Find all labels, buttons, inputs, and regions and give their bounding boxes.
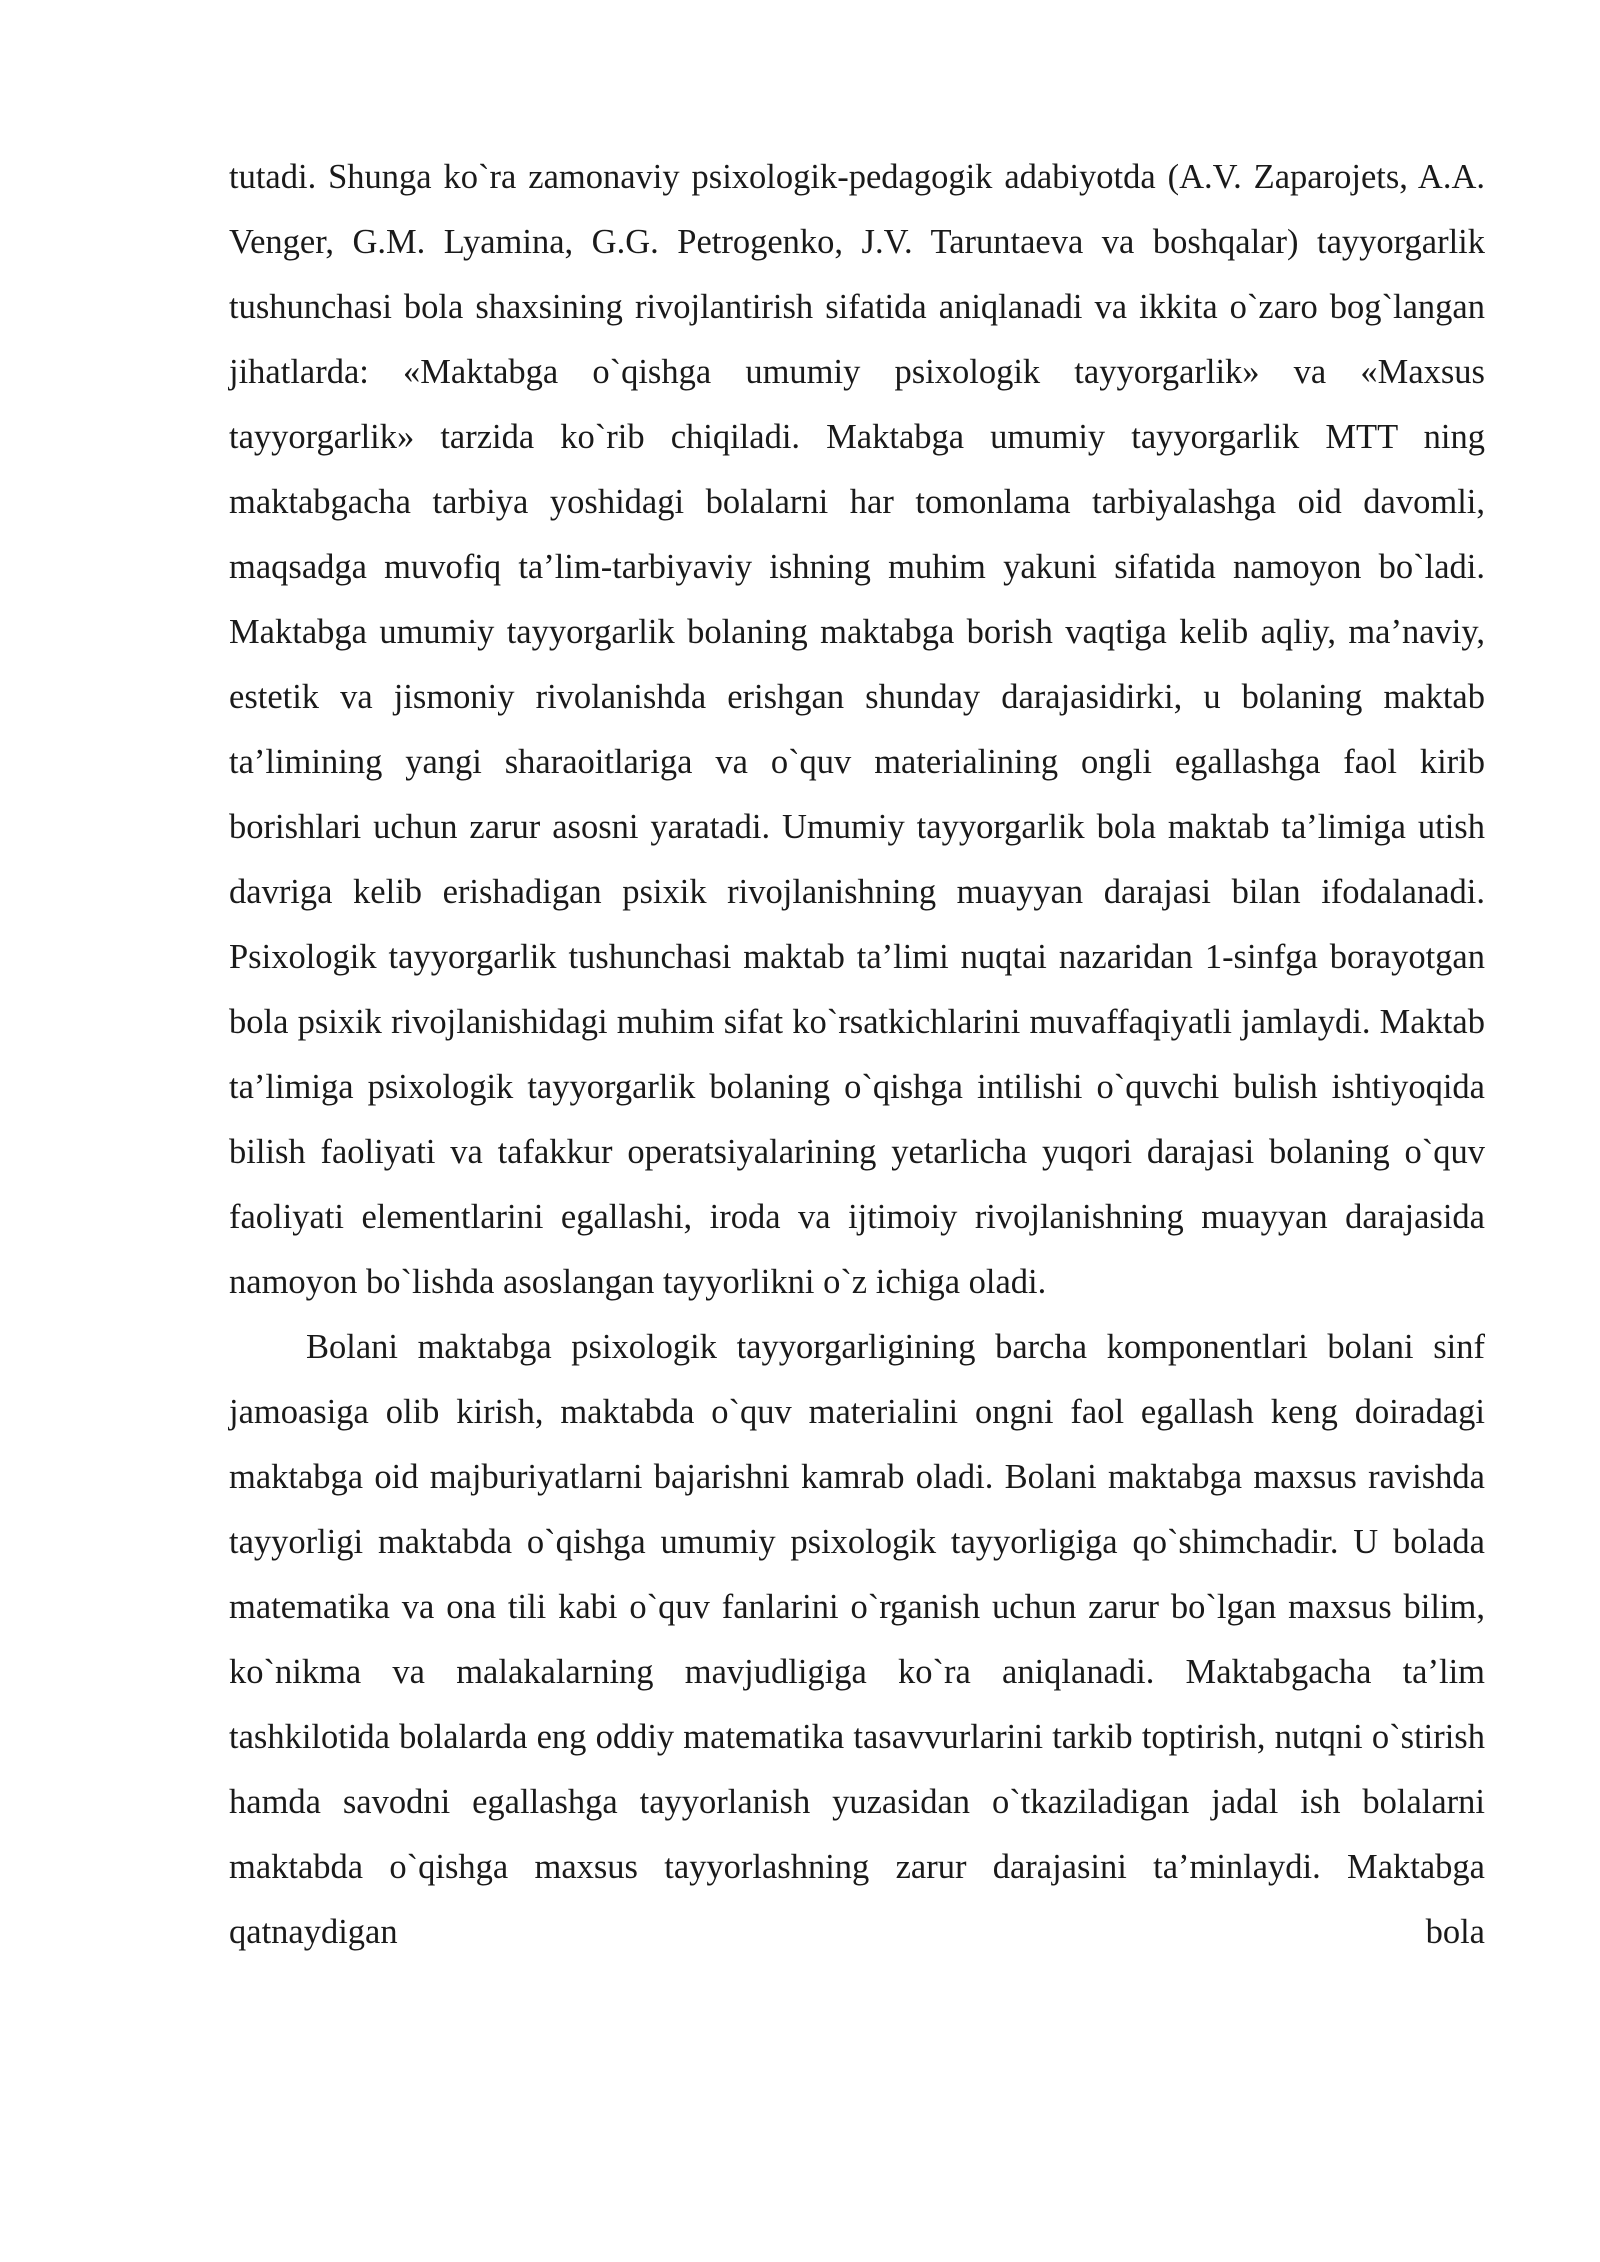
- body-text: [229, 145, 1485, 1965]
- paragraph-1: tutadi. Shunga ko`ra zamonaviy psixologik-pedagogik adabiyotda (A.V. Zaparojets, A.A. Venger, G.M. Lyamina, G.G. Petrogenko, J.V. Taruntaeva va boshqalar) tayyorgarlik tushunchasi bola shaxsining rivojlantirish sifatida aniqlanadi va ikkita o`zaro bog`langan jihatlarda: «Maktabga o`qishga umumiy psixologik tayyorgarlik» va «Maxsus tayyorgarlik» tarzida ko`rib chiqiladi. Maktabga umumiy tayyorgarlik MTT ning maktabgacha tarbiya yoshidagi bolalarni har tomonlama tarbiyalashga oid davomli, maqsadga muvofiq ta’lim-tarbiyaviy ishning muhim yakuni sifatida namoyon bo`ladi. Maktabga umumiy tayyorgarlik bolaning maktabga borish vaqtiga kelib aqliy, ma’naviy, estetik va jismoniy rivolanishda erishgan shunday darajasidirki, u bolaning maktab ta’limining yangi sharaoitlariga va o`quv materialining ongli egallashga faol kirib borishlari uchun zarur asosni yaratadi. Umumiy tayyorgarlik bola maktab ta’limiga utish davriga kelib erishadigan psixik rivojlanishning muayyan darajasi bilan ifodalanadi. Psixologik tayyorgarlik tushunchasi maktab ta’limi nuqtai nazaridan 1-sinfga borayotgan bola psixik rivojlanishidagi muhim sifat ko`rsatkichlarini muvaffaqiyatli jamlaydi. Maktab ta’limiga psixologik tayyorgarlik bolaning o`qishga intilishi o`quvchi bulish ishtiyoqida bilish faoliyati va tafakkur operatsiyalarining yetarlicha yuqori darajasi bolaning o`quv faoliyati elementlarini egallashi, iroda va ijtimoiy rivojlanishning muayyan darajasida namoyon bo`lishda asoslangan tayyorlikni o`z ichiga oladi.: [229, 158, 1485, 1301]
- paragraph-2: Bolani maktabga psixologik tayyorgarligining barcha komponentlari bolani sinf jamoasiga olib kirish, maktabda o`quv materialini ongni faol egallash keng doiradagi maktabga oid majburiyatlarni bajarishni kamrab oladi. Bolani maktabga maxsus ravishda tayyorligi maktabda o`qishga umumiy psixologik tayyorligiga qo`shimchadir. U bolada matematika va ona tili kabi o`quv fanlarini o`rganish uchun zarur bo`lgan maxsus bilim, ko`nikma va malakalarning mavjudligiga ko`ra aniqlanadi. Maktabgacha ta’lim tashkilotida bolalarda eng oddiy matematika tasavvurlarini tarkib toptirish, nutqni o`stirish hamda savodni egallashga tayyorlanish yuzasidan o`tkaziladigan jadal ish bolalarni maktabda o`qishga maxsus tayyorlashning zarur darajasini ta’minlaydi. Maktabga qatnaydigan bola: [229, 1328, 1485, 1951]
